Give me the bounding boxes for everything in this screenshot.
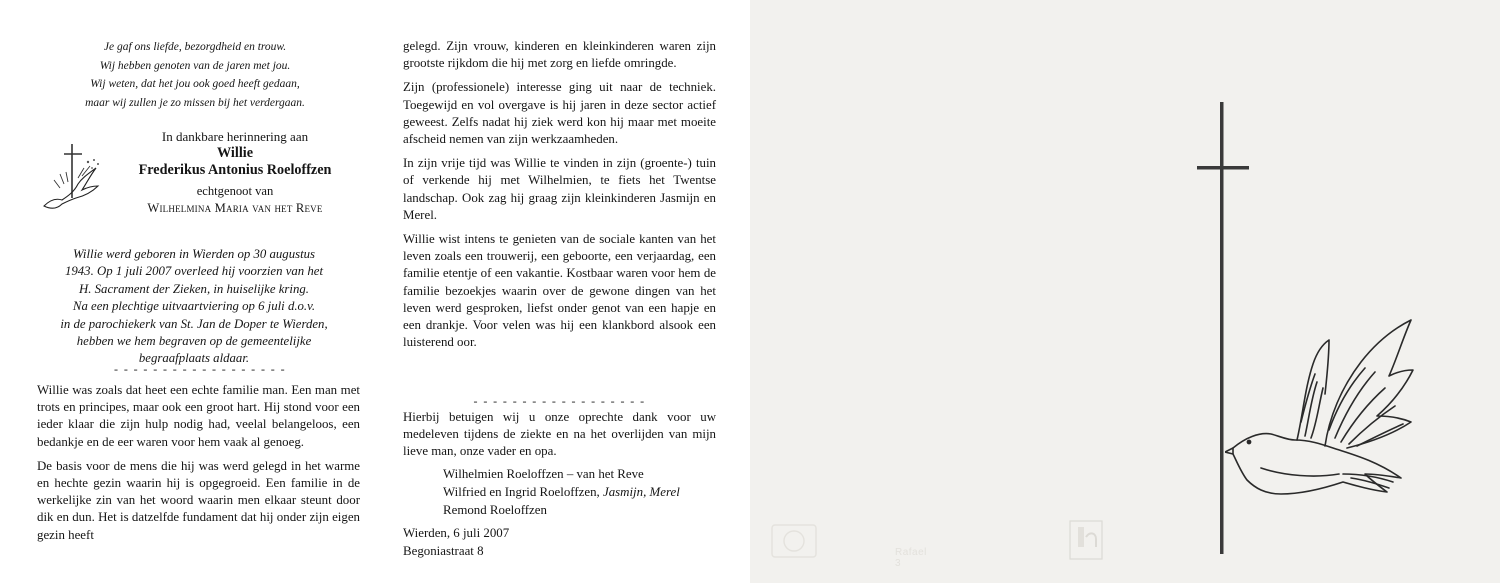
biography-right [403, 38, 716, 358]
biography-left [37, 382, 360, 551]
separator: - - - - - - - - - - - - - - - - - - [473, 394, 646, 408]
left-page [0, 0, 375, 583]
notice-line: hebben we hem begraven op de gemeentelijke [76, 334, 312, 349]
signer-names: Wilfried en Ingrid Roeloffzen, [443, 484, 600, 499]
signer-line: Wilhelmien Roeloffzen – van het Reve [443, 467, 644, 481]
paragraph: gelegd. Zijn vrouw, kinderen en kleinkinderen waren zijn grootste rijkdom die hij met zorg en liefde omringde. [403, 39, 716, 71]
printer-mark-icon [1066, 517, 1106, 563]
spouse-label: echtgenoot van [196, 184, 274, 198]
place-date: Wierden, 6 juli 2007 [403, 526, 510, 540]
separator: - - - - - - - - - - - - - - - - - - [114, 362, 286, 376]
signers [443, 466, 743, 519]
poem-line: Wij weten, dat het jou ook goed heeft gedaan, [90, 78, 300, 91]
signer-line: Remond Roeloffzen [443, 502, 547, 517]
notice-line: begraafplaats aldaar. [138, 351, 250, 366]
full-name: Frederikus Antonius Roeloffzen [138, 162, 332, 178]
memorial-heading [100, 128, 370, 217]
spouse-name: Wilhelmina Maria van het Reve [147, 201, 323, 215]
publisher-logo-icon [768, 521, 820, 561]
mini-cross-dove-icon [38, 138, 106, 218]
notice-line: in de parochiekerk van St. Jan de Doper te Wierden, [60, 316, 328, 331]
notice-line: Na een plechtige uitvaartviering op 6 juli d.o.v. [72, 299, 316, 314]
paragraph: Willie was zoals dat heet een echte familie man. Een man met trots en principes, maar ook een groot hart. Hij stond voor een ieder klaar die zijn hulp nodig had, veelal belangeloos, een bedankje en de eer waren voor hem vaak al genoeg. [37, 383, 360, 449]
place-and-address [403, 525, 509, 561]
thanks-text: Hierbij betuigen wij u onze oprechte dank voor uw medeleven tijdens de ziekte en na het overlijden van mijn lieve man, onze vader en opa. [403, 410, 716, 459]
memorial-intro: In dankbare herinnering aan [161, 129, 309, 144]
paragraph: De basis voor de mens die hij was werd gelegd in het warme en hechte gezin waarin hij is opgegroeid. Een familie in de werkelijke zin van het woord waarin men elkaar steunt door dik en dun. Het is datzelfde fundament dat hij onder zijn eigen gezin heeft [37, 458, 360, 542]
watermark-text: Rafael 3 [895, 547, 927, 569]
poem-line: maar wij zullen je zo missen bij het verdergaan. [85, 96, 305, 109]
birth-death-notice [30, 246, 358, 368]
notice-line: H. Sacrament der Zieken, in huiselijke kring. [79, 281, 309, 296]
dove-icon [1225, 318, 1425, 503]
address: Begoniastraat 8 [403, 543, 484, 558]
first-name: Willie [217, 145, 253, 161]
paragraph: Zijn (professionele) interesse ging uit naar de techniek. Toegewijd en vol overgave is hij jaren in deze sector actief geweest. Zelfs nadat hij ziek werd kon hij maar met moeite afscheid nemen van zijn werkzaamheden. [403, 80, 716, 147]
poem-line: Wij hebben genoten van de jaren met jou. [99, 59, 291, 72]
paragraph: Willie wist intens te genieten van de sociale kanten van het leven zoals een trouwerij, een geboorte, een verjaardag, een familie etentje of een vakantie. Kostbaar waren voor hem de familie bezoekjes waarin over de gewone dingen van het leven werd gesproken, liefst onder genot van een hapje en een drankje. Voor velen was hij een klankbord alsook een luisterend oor. [403, 232, 716, 350]
paragraph: In zijn vrije tijd was Willie te vinden in zijn (groente-) tuin of verkende hij met Wilhelmien, te fiets het Twentse landschap. Ook zag hij graag zijn kleinkinderen Jasmijn en Merel. [403, 156, 716, 222]
poem [40, 38, 350, 112]
notice-line: 1943. Op 1 juli 2007 overleed hij voorzien van het [64, 264, 324, 279]
notice-line: Willie werd geboren in Wierden op 30 augustus [72, 247, 316, 261]
grandchildren-names: Jasmijn, Merel [602, 484, 680, 499]
poem-line: Je gaf ons liefde, bezorgdheid en trouw. [103, 41, 287, 53]
signer-line [443, 484, 743, 502]
